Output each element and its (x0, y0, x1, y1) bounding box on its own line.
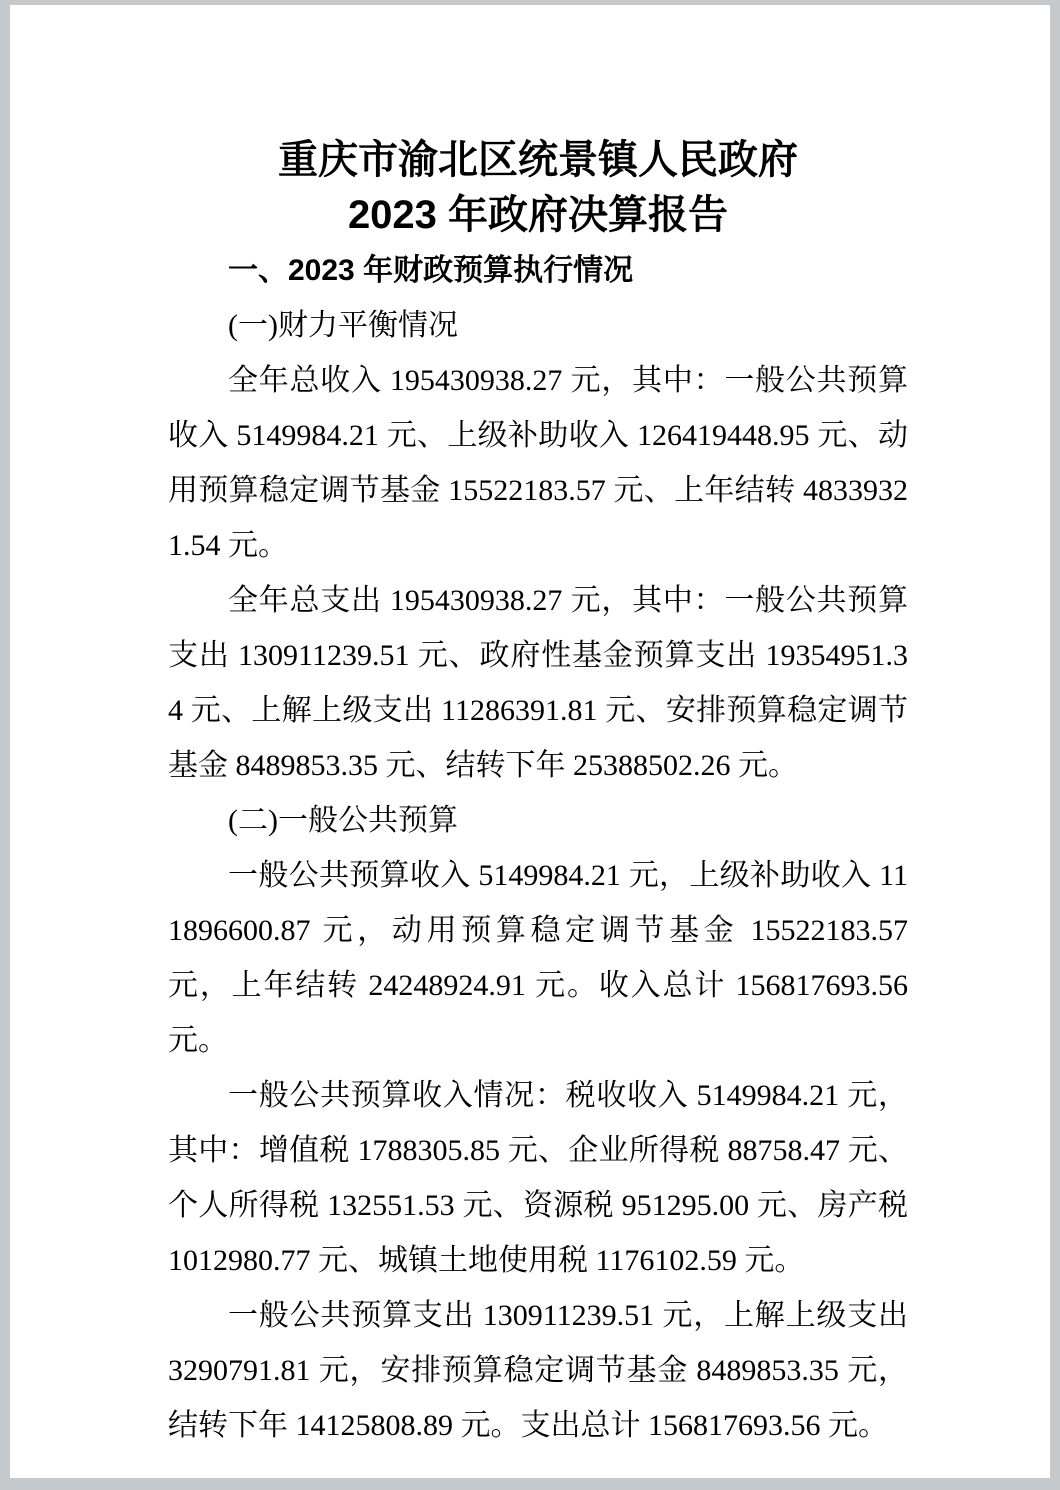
subsection-heading-general-public-budget: (二)一般公共预算 (228, 804, 458, 837)
document-title-line2: 2023 年政府决算报告 (347, 193, 729, 237)
paragraph-general-budget-expenditure: 一般公共预算支出 130911239.51 元，上解上级支出 3290791.81 元，安排预算稳定调节基金 8489853.35 元，结转下年 14125808.89 元。支出总计 156817693.56 元。 (168, 1299, 908, 1442)
paragraph-general-budget-revenue: 一般公共预算收入 5149984.21 元，上级补助收入 111896600.87 元，动用预算稳定调节基金 15522183.57 元，上年结转 24248924.91 元。收入总计 156817693.56 元。 (168, 859, 908, 1057)
document-title-line1: 重庆市渝北区统景镇人民政府 (278, 138, 798, 182)
section-heading-budget-execution: 一、2023 年财政预算执行情况 (228, 254, 634, 287)
paragraph-tax-revenue-detail: 一般公共预算收入情况：税收收入 5149984.21 元，其中：增值税 1788305.85 元、企业所得税 88758.47 元、个人所得税 132551.53 元、资源税 951295.00 元、房产税 1012980.77 元、城镇土地使用税 1176102.59 元。 (168, 1079, 908, 1277)
subsection-heading-fiscal-balance: (一)财力平衡情况 (228, 309, 458, 342)
paragraph-total-expenditure: 全年总支出 195430938.27 元，其中：一般公共预算支出 130911239.51 元、政府性基金预算支出 19354951.34 元、上解上级支出 11286391.81 元、安排预算稳定调节基金 8489853.35 元、结转下年 25388502.26 元。 (168, 584, 908, 782)
paragraph-total-revenue: 全年总收入 195430938.27 元，其中：一般公共预算收入 5149984.21 元、上级补助收入 126419448.95 元、动用预算稳定调节基金 15522183.57 元、上年结转 48339321.54 元。 (168, 364, 908, 562)
document-page (10, 5, 1050, 1478)
